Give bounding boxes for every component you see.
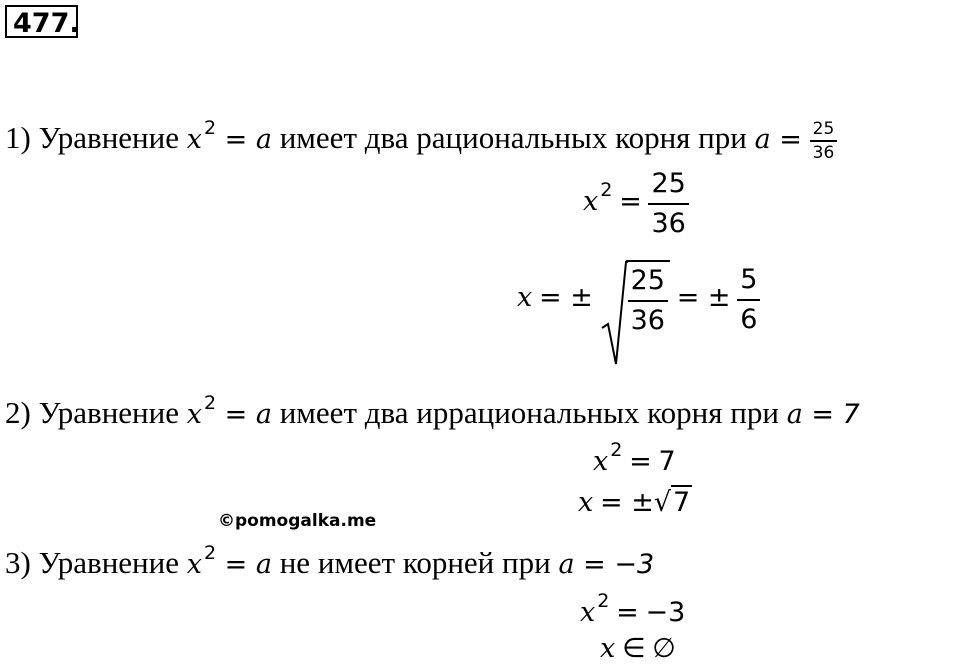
item-2-statement: [5, 383, 860, 435]
item-2-step-1: x $^2$ = 7: [593, 439, 676, 477]
item-1-a-fraction: $\frac{25}{36}$: [810, 118, 838, 164]
item-2-step-2: x = ±√7: [578, 487, 691, 518]
problem-number: 477.: [5, 5, 78, 38]
item-1-step-1-fraction: $\frac{25}{36}$: [648, 165, 688, 243]
radical-sign-icon: [600, 260, 628, 370]
item-1-condition: a =: [754, 124, 802, 155]
item-3-step-1: x $^2$ = −3: [580, 590, 686, 628]
item-3-statement: [5, 533, 654, 585]
item-1-sqrt: $\frac{25}{36}$: [600, 260, 670, 340]
item-1-equation: x $^2$ = a: [186, 117, 272, 155]
item-3-condition: a = −3: [558, 549, 655, 580]
item-1-prefix: 1) Уравнение: [5, 120, 179, 155]
item-2-condition: a = 7: [786, 399, 860, 430]
item-1-step-1: x $^2$ = $\frac{25}{36}$: [583, 165, 689, 243]
watermark: ©pomogalka.me: [218, 511, 377, 531]
item-1-step-2: x = ± $\frac{25}{36}$ = ± $\frac{5}{6}$: [517, 260, 760, 340]
item-3-text: не имеет корней при: [279, 545, 551, 580]
item-2-sqrt: √7: [653, 487, 691, 518]
item-1-statement: [5, 108, 837, 164]
item-2-text: имеет два иррациональных корня при: [279, 395, 779, 430]
item-3-step-2: x ∈ ∅: [600, 633, 676, 664]
item-3-equation: x $^2$ = a: [186, 542, 272, 580]
item-2-equation: x $^2$ = a: [186, 392, 272, 430]
item-2-prefix: 2) Уравнение: [5, 395, 179, 430]
item-3-prefix: 3) Уравнение: [5, 545, 179, 580]
item-1-result-fraction: $\frac{5}{6}$: [737, 261, 760, 339]
item-1-text: имеет два рациональных корня при: [279, 120, 747, 155]
